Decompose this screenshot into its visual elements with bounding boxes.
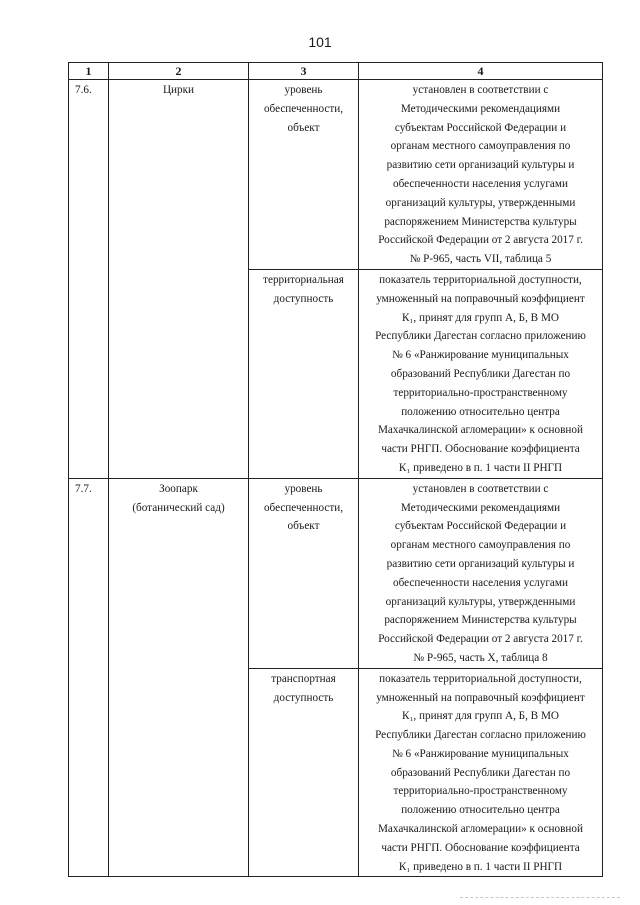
table-row bbox=[69, 478, 603, 668]
table-row bbox=[69, 80, 603, 270]
object-name: Зоопарк (ботанический сад) bbox=[109, 478, 249, 877]
header-cell: 1 bbox=[69, 63, 109, 80]
header-cell: 2 bbox=[109, 63, 249, 80]
object-name: Цирки bbox=[109, 80, 249, 479]
description-cell: показатель территориальной доступности, умноженный на поправочный коэффициент К₁, принят для групп А, Б, В МО Республики Дагестан согласно приложению № 6 «Ранжирование муниципальных образований Республики Дагестан по территориально-пространственному положению относительно центра Махачкалинской агломерации» к основной части РНГП. Обоснование коэффициента К₁ приведено в п. 1 части II РНГП bbox=[359, 269, 603, 478]
header-cell: 3 bbox=[249, 63, 359, 80]
scan-artifact-line bbox=[460, 897, 620, 899]
description-cell: показатель территориальной доступности, умноженный на поправочный коэффициент К₁, принят для групп А, Б, В МО Республики Дагестан согласно приложению № 6 «Ранжирование муниципальных образований Республики Дагестан по территориально-пространственному положению относительно центра Махачкалинской агломерации» к основной части РНГП. Обоснование коэффициента К₁ приведено в п. 1 части II РНГП bbox=[359, 668, 603, 877]
criterion-cell: уровень обеспеченности, объект bbox=[249, 478, 359, 668]
page-number: 101 bbox=[308, 34, 332, 50]
criterion-cell: уровень обеспеченности, объект bbox=[249, 80, 359, 270]
description-cell: установлен в соответствии с Методическими рекомендациями субъектам Российской Федерации и органам местного самоуправления по развитию сети организаций культуры и обеспеченности населения услугами организаций культуры, утвержденными распоряжением Министерства культуры Российской Федерации от 2 августа 2017 г. № Р-965, часть X, таблица 8 bbox=[359, 478, 603, 668]
row-number: 7.7. bbox=[69, 478, 109, 877]
header-cell: 4 bbox=[359, 63, 603, 80]
table-header-row bbox=[69, 63, 603, 80]
description-cell: установлен в соответствии с Методическими рекомендациями субъектам Российской Федерации и органам местного самоуправления по развитию сети организаций культуры и обеспеченности населения услугами организаций культуры, утвержденными распоряжением Министерства культуры Российской Федерации от 2 августа 2017 г. № Р-965, часть VII, таблица 5 bbox=[359, 80, 603, 270]
criterion-cell: территориальная доступность bbox=[249, 269, 359, 478]
row-number: 7.6. bbox=[69, 80, 109, 479]
standards-table bbox=[68, 62, 603, 877]
criterion-cell: транспортная доступность bbox=[249, 668, 359, 877]
